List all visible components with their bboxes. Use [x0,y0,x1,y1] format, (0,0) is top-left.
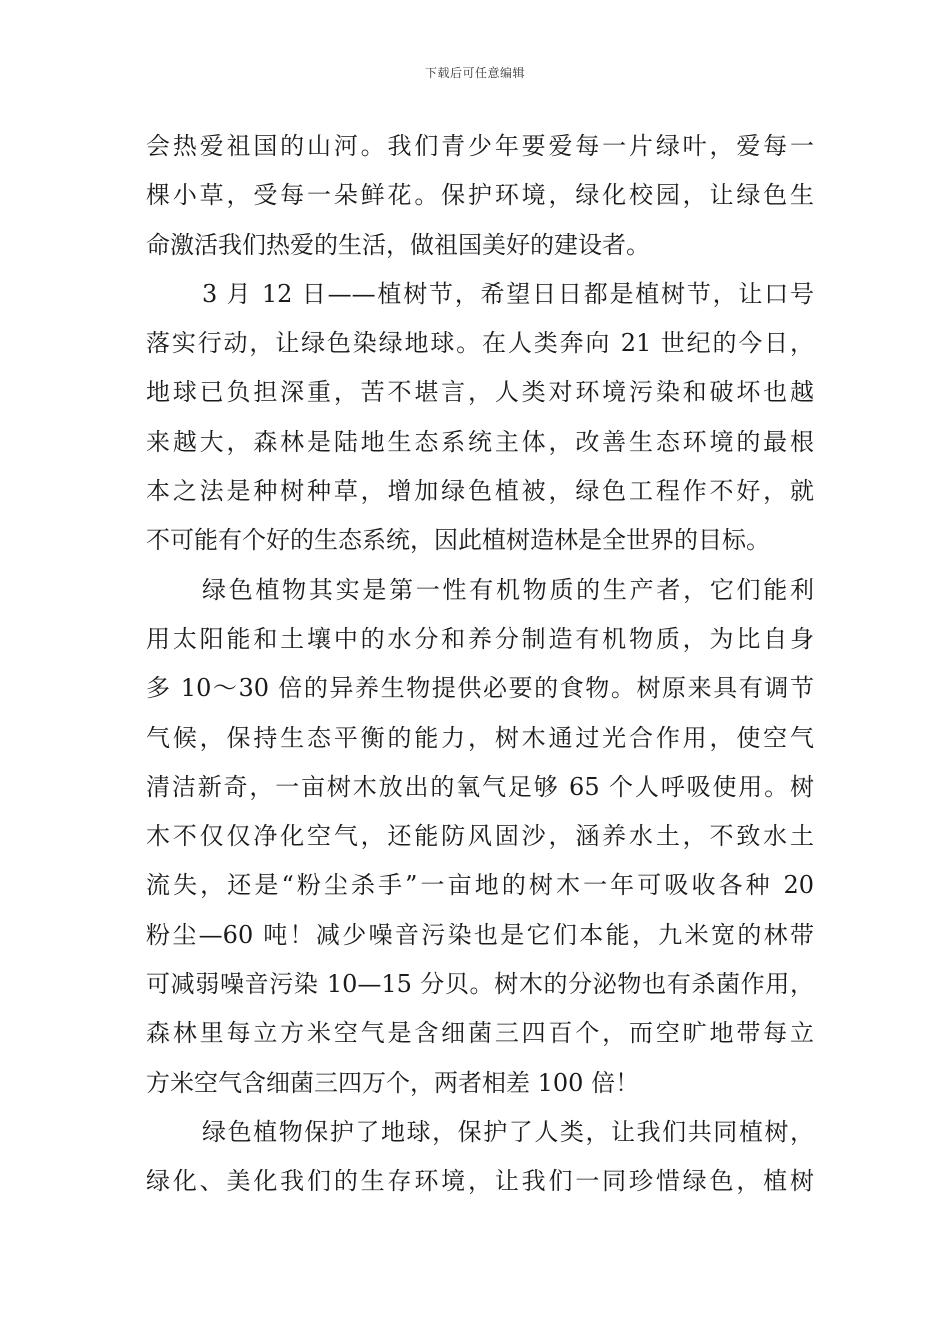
text-line: 多 10～30 倍的异养生物提供必要的食物。树原来具有调节 [146,674,814,703]
text-line: 气候，保持生态平衡的能力，树木通过光合作用，使空气 [146,723,814,752]
text-line: 不可能有个好的生态系统，因此植树造林是全世界的目标。 [146,526,770,555]
text-line: 落实行动，让绿色染绿地球。在人类奔向 21 世纪的今日， [146,329,814,358]
text-line: 绿色植物保护了地球，保护了人类，让我们共同植树， [202,1117,814,1146]
text-line: 粉尘—60 吨！减少噪音污染也是它们本能，九米宽的林带 [146,920,814,949]
text-line: 来越大，森林是陆地生态系统主体，改善生态环境的最根 [146,427,814,456]
text-line: 清洁新奇，一亩树木放出的氧气足够 65 个人呼吸使用。树 [146,772,814,801]
text-line: 用太阳能和土壤中的水分和养分制造有机物质，为比自身 [146,624,814,653]
text-line: 地球已负担深重，苦不堪言，人类对环境污染和破坏也越 [146,378,814,407]
text-line: 绿化、美化我们的生存环境，让我们一同珍惜绿色，植树 [146,1167,814,1196]
text-line: 棵小草，受每一朵鲜花。保护环境，绿化校园，让绿色生 [146,181,814,210]
header-note: 下载后可任意编辑 [424,66,525,80]
text-line: 方米空气含细菌三四万个，两者相差 100 倍！ [146,1068,640,1097]
text-line: 3 月 12 日——植树节，希望日日都是植树节，让口号 [202,279,814,308]
text-line: 可减弱噪音污染 10—15 分贝。树木的分泌物也有杀菌作用， [146,970,814,999]
text-line: 本之法是种树种草，增加绿色植被，绿色工程作不好，就 [146,477,814,506]
text-line: 绿色植物其实是第一性有机物质的生产者，它们能利 [202,575,814,604]
document-body [146,122,814,1207]
text-line: 流失，还是“粉尘杀手”一亩地的树木一年可吸收各种 20 [146,871,814,900]
text-line: 木不仅仅净化空气，还能防风固沙，涵养水土，不致水土 [146,822,814,851]
text-line: 会热爱祖国的山河。我们青少年要爱每一片绿叶，爱每一 [146,132,814,160]
text-line: 命激活我们热爱的生活，做祖国美好的建设者。 [146,230,650,259]
text-line: 森林里每立方米空气是含细菌三四百个，而空旷地带每立 [146,1019,814,1048]
